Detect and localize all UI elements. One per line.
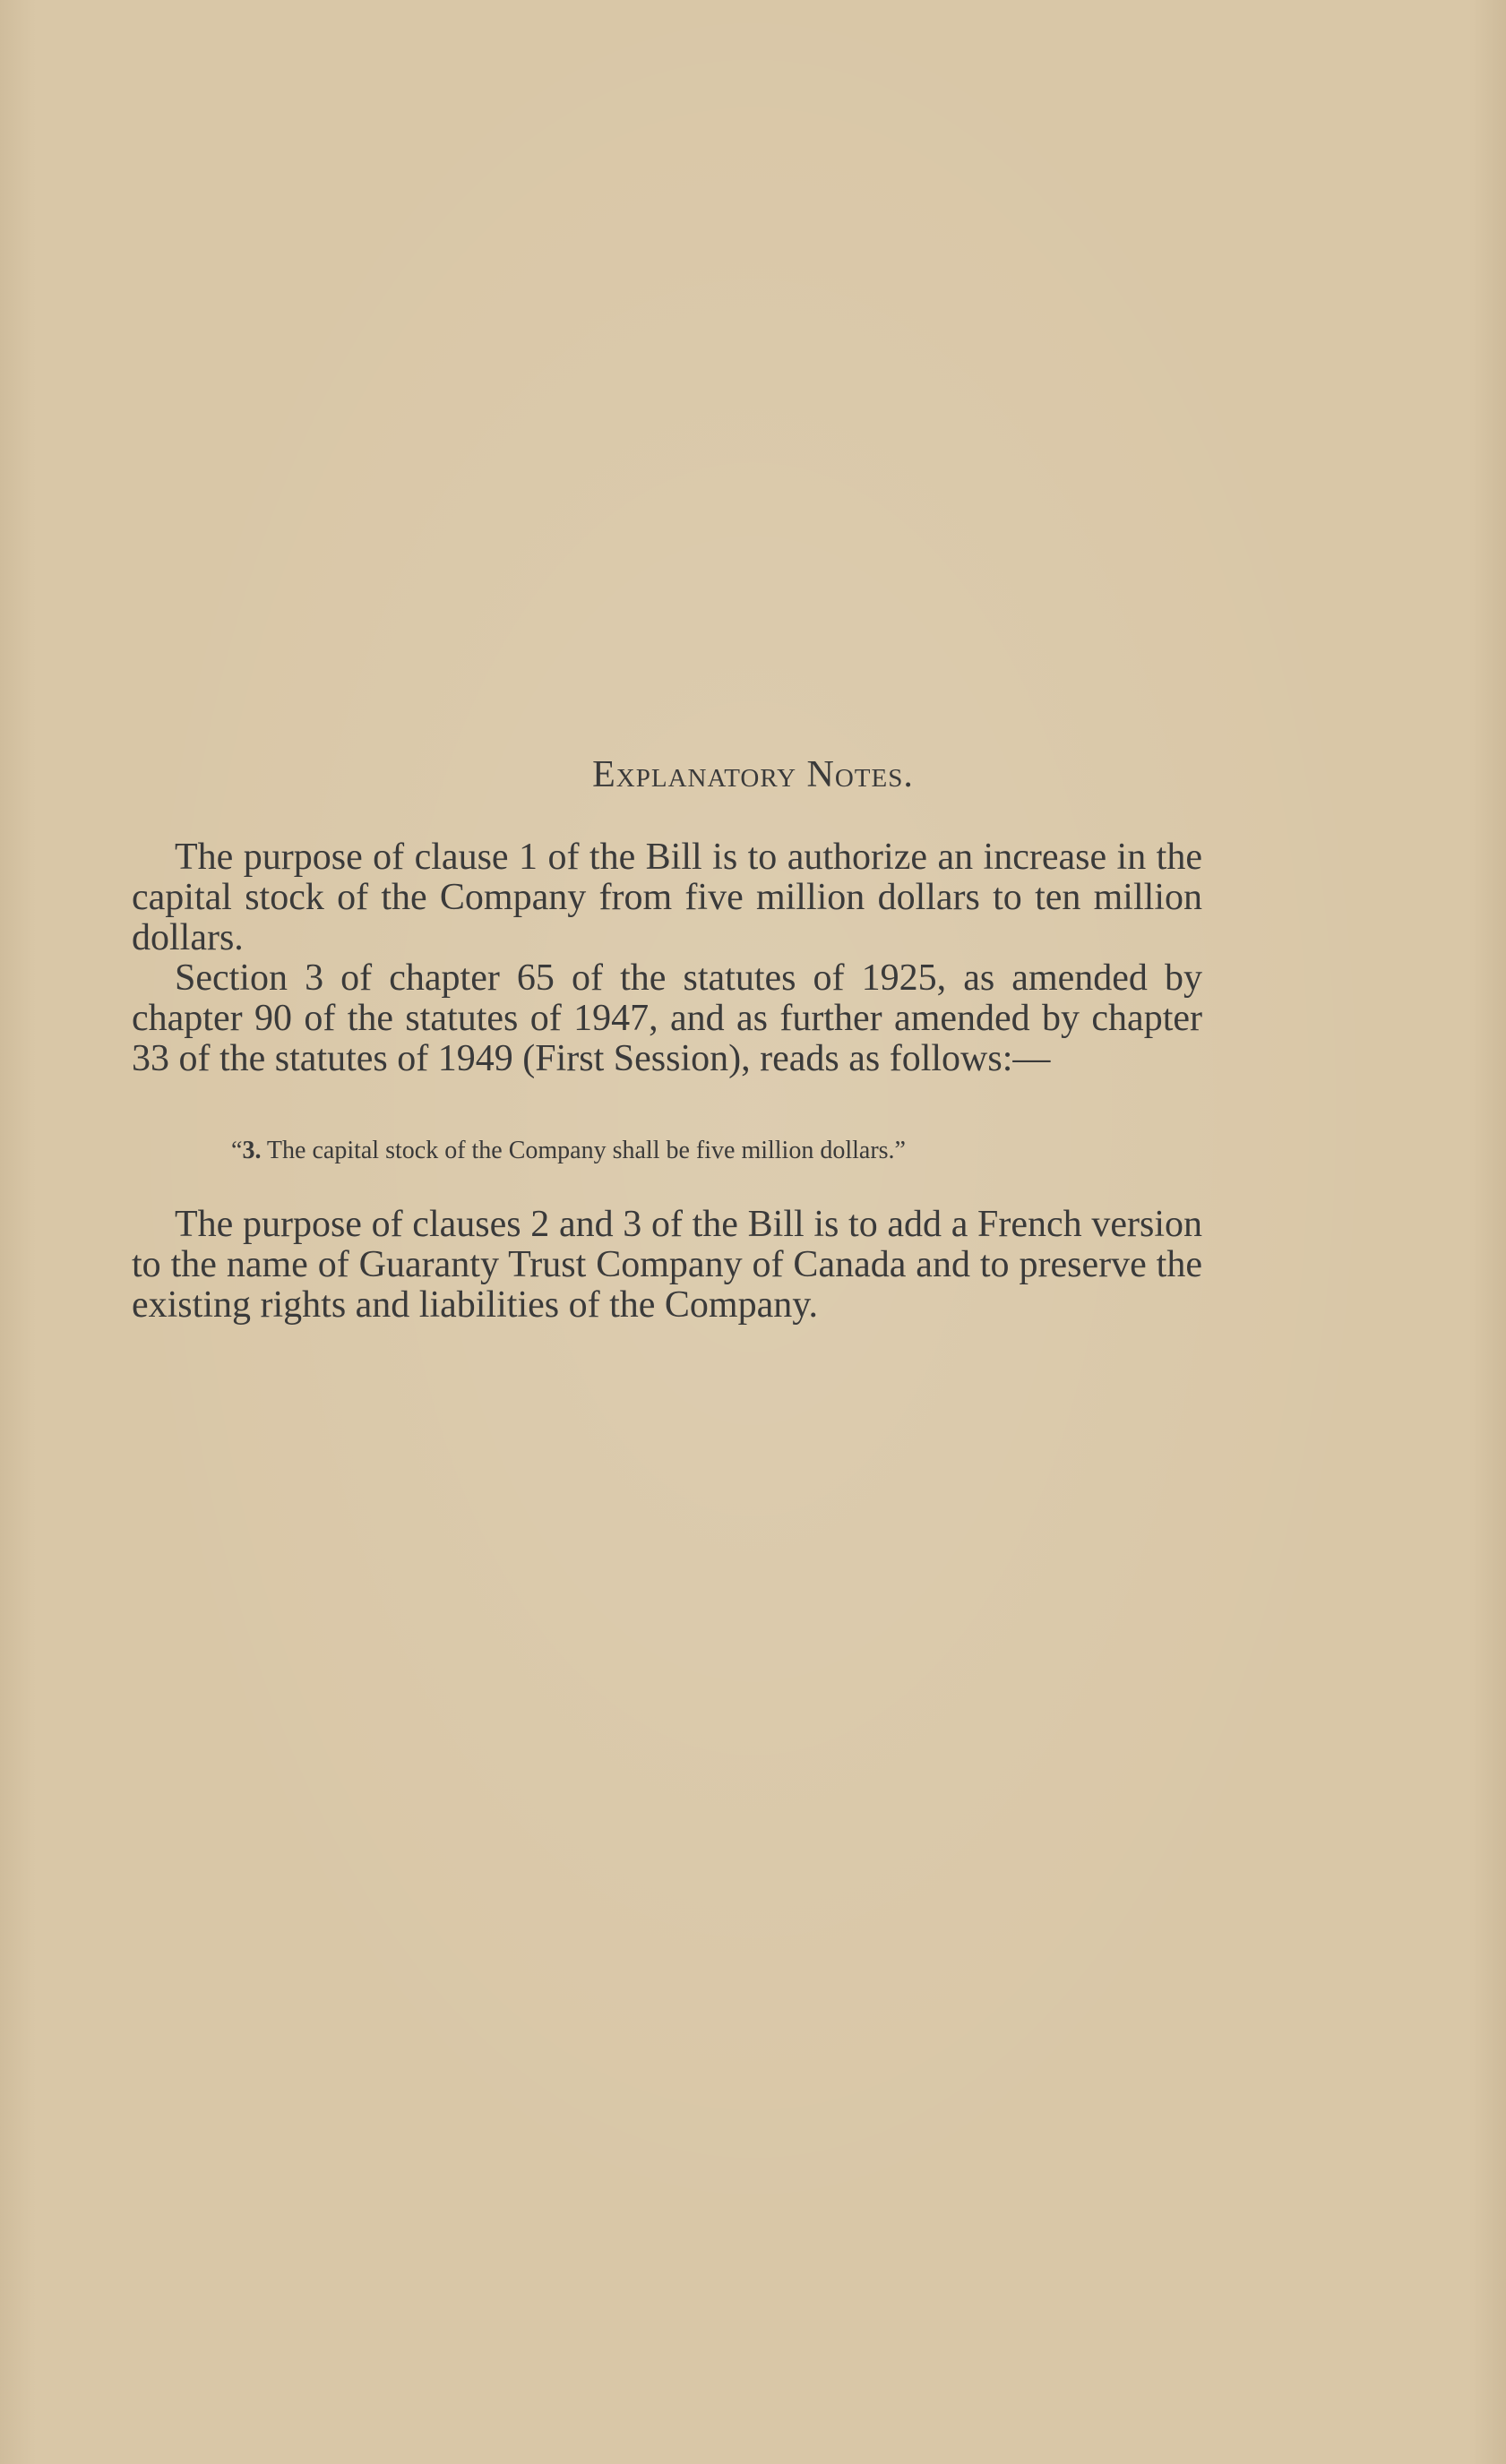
paragraph-clause-1: The purpose of clause 1 of the Bill is to authorize an increase in the capital stock of the Company from five million dollars to ten million dollars. [132,837,1202,958]
quote-open-mark: “ [231,1137,243,1164]
quoted-section [231,1136,1217,1166]
paragraph-clauses-2-3: The purpose of clauses 2 and 3 of the Bill is to add a French version to the name of Guaranty Trust Company of Canada and to preserve the existing rights and liabilities of the Company. [132,1204,1202,1326]
quote-section-number: 3. [242,1137,262,1164]
page-title: Explanatory Notes. [592,754,914,795]
paragraph-section-3: Section 3 of chapter 65 of the statutes of 1925, as amended by chapter 90 of the statutes of 1947, and as further amended by chapter 33 of the statutes of 1949 (First Session), reads as follows:— [132,957,1202,1079]
quote-text: The capital stock of the Company shall be five million dollars.” [261,1137,906,1164]
